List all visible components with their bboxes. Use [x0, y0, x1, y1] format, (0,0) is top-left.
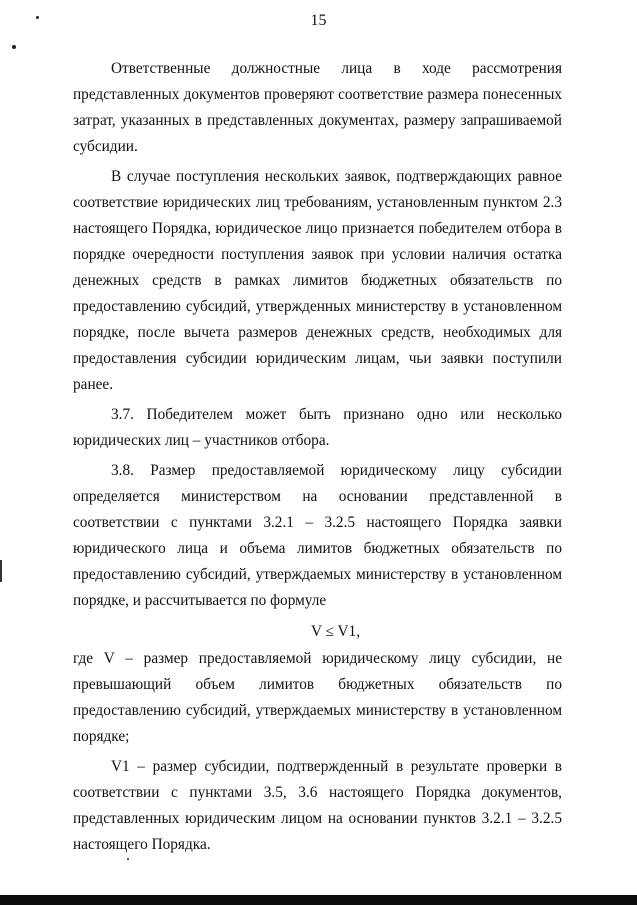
scan-speck — [12, 45, 16, 49]
definition-v1: V1 – размер субсидии, подтвержденный в результате проверки в соответствии с пунктами 3.5, 3.6 настоящего Порядка документов, представленных юридическим лицом на основании пунктов 3.2.1 – 3.2.5 настоящего Порядка. — [73, 758, 562, 853]
paragraph: В случае поступления нескольких заявок, подтверждающих равное соответствие юридических лиц требованиям, установленным пунктом 2.3 настоящего Порядка, юридическое лицо признается победителем отбора в порядке очередности поступления заявок при условии наличия остатка денежных средств в рамках лимитов бюджетных обязательств по предоставлению субсидий, утвержденных министерству в установленном порядке, после вычета размеров денежных средств, необходимых для предоставления субсидии юридическим лицам, чьи заявки поступили ранее. — [73, 168, 562, 393]
scan-bottom-border — [0, 895, 637, 905]
paragraph: Ответственные должностные лица в ходе рассмотрения представленных документов проверяют соответствие размера понесенных затрат, указанных в представленных документах, размеру запрашиваемой субсидии. — [73, 60, 562, 155]
page-number: 15 — [310, 12, 327, 29]
body-text — [73, 56, 562, 862]
definition-v: где V – размер предоставляемой юридическому лицу субсидии, не превышающий объем лимитов бюджетных обязательств по предоставлению субсидий, утверждаемых министерству в установленном порядке; — [73, 650, 562, 745]
scan-edge-mark — [0, 560, 2, 582]
paragraph: 3.7. Победителем может быть признано одно или несколько юридических лиц – участников отбора. — [73, 406, 562, 449]
paragraph: 3.8. Размер предоставляемой юридическому лицу субсидии определяется министерством на основании представленной в соответствии с пунктами 3.2.1 – 3.2.5 настоящего Порядка заявки юридического лица и объема лимитов бюджетных обязательств по предоставлению субсидий, утверждаемых министерству в установленном порядке, и рассчитывается по формуле — [73, 462, 562, 609]
formula: V ≤ V1, — [310, 623, 361, 640]
scan-speck — [36, 16, 39, 19]
